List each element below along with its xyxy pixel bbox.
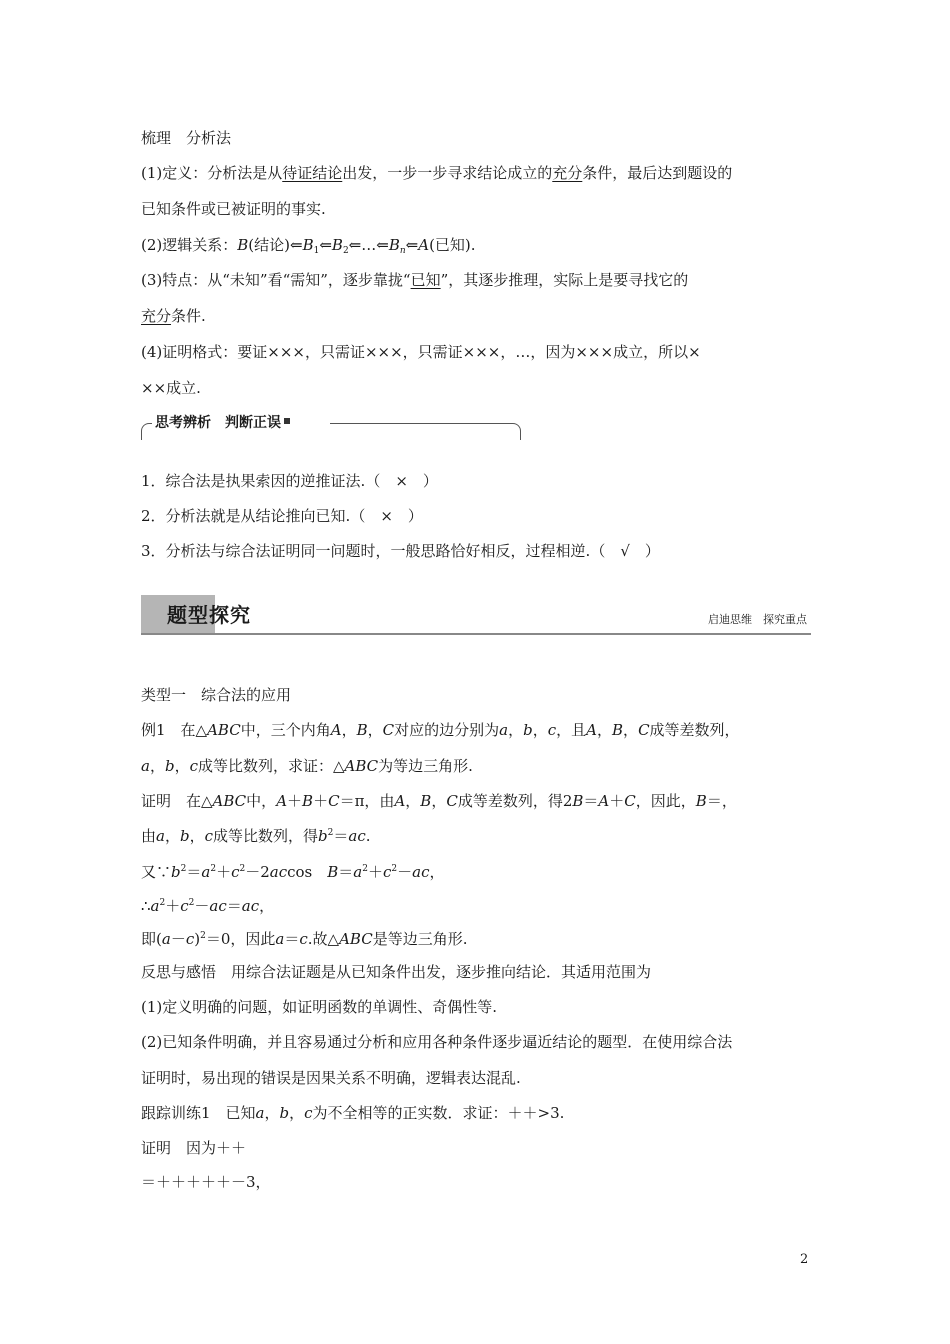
proof-line-4 bbox=[141, 896, 821, 916]
math: a bbox=[255, 1104, 265, 1122]
text: ， bbox=[164, 827, 180, 845]
text: ， bbox=[429, 863, 445, 881]
think-box-header bbox=[141, 412, 521, 440]
math: b bbox=[164, 757, 175, 775]
think-box-title bbox=[155, 412, 293, 434]
text: ， bbox=[289, 1104, 305, 1122]
math: B bbox=[302, 236, 314, 254]
math: a bbox=[150, 897, 160, 915]
text: 是等边三角形. bbox=[372, 930, 468, 948]
text: ＝ bbox=[284, 930, 300, 948]
math: c bbox=[299, 930, 308, 948]
format-line-2: ××成立. bbox=[141, 379, 201, 397]
math: A bbox=[598, 792, 610, 810]
reflection-item-2b: 证明时，易出现的错误是因果关系不明确，逻辑表达混乱. bbox=[141, 1069, 521, 1087]
proof-line-1 bbox=[141, 791, 821, 811]
math: c bbox=[383, 863, 392, 881]
proof-line-3 bbox=[141, 862, 821, 882]
text: ， bbox=[264, 1104, 280, 1122]
example-line-2 bbox=[141, 756, 821, 776]
text: 对应的边分别为 bbox=[394, 721, 500, 739]
text: － bbox=[397, 863, 413, 881]
text: 即( bbox=[141, 930, 162, 948]
math: C bbox=[624, 792, 636, 810]
text: (已知). bbox=[429, 236, 476, 254]
text: ＋ bbox=[313, 792, 329, 810]
underlined-term: 待证结论 bbox=[282, 164, 343, 182]
subscript: n bbox=[399, 246, 406, 256]
math: B bbox=[572, 792, 584, 810]
page-number: 2 bbox=[800, 1252, 809, 1267]
text: 中，三个内角 bbox=[240, 721, 331, 739]
superscript: 2 bbox=[180, 864, 187, 874]
section-title: 题型探究 bbox=[167, 603, 251, 627]
math: b bbox=[171, 863, 181, 881]
text: ， bbox=[431, 792, 447, 810]
text: ， bbox=[367, 721, 383, 739]
math: C bbox=[382, 721, 395, 739]
superscript: 2 bbox=[200, 931, 206, 941]
superscript: 2 bbox=[159, 898, 166, 908]
math: a bbox=[353, 863, 363, 881]
judgement-item: 1．综合法是执果索因的逆推证法.（ × ） bbox=[141, 472, 438, 490]
section-banner bbox=[141, 595, 811, 635]
math: C bbox=[328, 792, 340, 810]
math: B bbox=[237, 236, 249, 254]
superscript: 2 bbox=[188, 898, 195, 908]
review-heading: 梳理 分析法 bbox=[141, 129, 232, 147]
math: c bbox=[304, 1104, 313, 1122]
definition-line-1 bbox=[141, 163, 821, 183]
math: A bbox=[276, 792, 288, 810]
text: 成等差数列， bbox=[649, 721, 740, 739]
text: 成等差数列，得2 bbox=[457, 792, 573, 810]
math: c bbox=[547, 721, 557, 739]
reflection-item-2a: (2)已知条件明确，并且容易通过分析和应用各种条件逐步逼近结论的题型．在使用综合法 bbox=[141, 1033, 733, 1051]
feature-line-1 bbox=[141, 270, 821, 290]
math: A bbox=[586, 721, 597, 739]
judgement-item: 3．分析法与综合法证明同一问题时，一般思路恰好相反，过程相逆.（ √ ） bbox=[141, 542, 660, 560]
text: ＋ bbox=[216, 863, 232, 881]
text: ＋ bbox=[609, 792, 625, 810]
text: 思考辨析 bbox=[155, 415, 211, 431]
math: B bbox=[420, 792, 432, 810]
reflection-item-1: (1)定义明确的问题，如证明函数的单调性、奇偶性等. bbox=[141, 998, 498, 1016]
text: 成等比数列，求证：△ bbox=[198, 757, 345, 775]
text: ， bbox=[532, 721, 548, 739]
text: 条件. bbox=[171, 307, 206, 325]
text: ) bbox=[194, 930, 201, 948]
math: B bbox=[302, 792, 314, 810]
box-corner-left bbox=[141, 423, 152, 440]
text: ＝ bbox=[226, 897, 242, 915]
superscript: 2 bbox=[362, 864, 368, 874]
text: －2 bbox=[245, 863, 270, 881]
tracking-exercise bbox=[141, 1103, 821, 1123]
text: 出发，一步一步寻求结论成立的 bbox=[342, 164, 553, 182]
subscript: 1 bbox=[313, 246, 320, 256]
text: ＝， bbox=[706, 792, 737, 810]
square-bullet-icon bbox=[284, 418, 290, 424]
text: 跟踪训练1 已知 bbox=[141, 1104, 256, 1122]
math: A bbox=[394, 792, 406, 810]
text: (2)逻辑关系： bbox=[141, 236, 238, 254]
text: .故△ bbox=[307, 930, 340, 948]
text: ⇐…⇐ bbox=[348, 236, 389, 254]
judgement-item: 2．分析法就是从结论推向已知.（ × ） bbox=[141, 507, 423, 525]
superscript: 2 bbox=[391, 864, 398, 874]
math: a bbox=[141, 757, 150, 775]
text: 由 bbox=[141, 827, 157, 845]
text: － bbox=[194, 897, 210, 915]
math: C bbox=[446, 792, 458, 810]
text: ＋ bbox=[367, 863, 383, 881]
text: 中， bbox=[246, 792, 277, 810]
math: ABC bbox=[339, 930, 373, 948]
math: ac bbox=[269, 863, 288, 881]
example-line-1 bbox=[141, 720, 821, 740]
math: A bbox=[330, 721, 342, 739]
math: ABC bbox=[212, 792, 247, 810]
math: B bbox=[331, 236, 343, 254]
text: ＋ bbox=[165, 897, 181, 915]
math: b bbox=[279, 1104, 290, 1122]
superscript: 2 bbox=[210, 864, 217, 874]
math: a bbox=[275, 930, 285, 948]
math: ABC bbox=[344, 757, 379, 775]
text: 例1 在△ bbox=[141, 721, 208, 739]
math: ac bbox=[241, 897, 260, 915]
text: 为不全相等的正实数．求证：＋＋>3. bbox=[312, 1104, 565, 1122]
math: a bbox=[499, 721, 509, 739]
math: B bbox=[388, 236, 400, 254]
tracking-proof-1: 证明 因为＋＋ bbox=[141, 1139, 247, 1157]
math: c bbox=[231, 863, 240, 881]
text: ＝ bbox=[583, 792, 599, 810]
text: (1)定义：分析法是从 bbox=[141, 164, 283, 182]
text: ， bbox=[405, 792, 421, 810]
text: ，因此， bbox=[635, 792, 696, 810]
math: b bbox=[523, 721, 533, 739]
proof-line-2 bbox=[141, 826, 821, 846]
text: ， bbox=[174, 757, 190, 775]
format-line-1: (4)证明格式：要证×××，只需证×××，只需证×××，…，因为×××成立，所以× bbox=[141, 343, 701, 361]
reflection-heading: 反思与感悟 用综合法证题是从已知条件出发，逐步推向结论．其适用范围为 bbox=[141, 963, 652, 981]
math: c bbox=[185, 930, 195, 948]
math: c bbox=[204, 827, 214, 845]
math: B bbox=[327, 863, 339, 881]
text: 条件，最后达到题设的 bbox=[582, 164, 733, 182]
math: b bbox=[318, 827, 328, 845]
section-tagline: 启迪思维 探究重点 bbox=[708, 613, 807, 626]
math: B bbox=[356, 721, 368, 739]
math: ac bbox=[348, 827, 366, 845]
text: ， bbox=[189, 827, 205, 845]
text: 判断正误 bbox=[225, 415, 281, 431]
math: A bbox=[418, 236, 430, 254]
math: C bbox=[638, 721, 650, 739]
text: cos bbox=[287, 863, 328, 881]
text: ＝ bbox=[333, 827, 349, 845]
text: ＝π，由 bbox=[339, 792, 395, 810]
underlined-term: 充分 bbox=[552, 164, 583, 182]
underlined-term: 已知 bbox=[410, 271, 441, 289]
text: 又∵ bbox=[141, 863, 172, 881]
text: ”，其逐步推理，实际上是要寻找它的 bbox=[440, 271, 689, 289]
banner-rule bbox=[141, 633, 811, 635]
math: ac bbox=[412, 863, 430, 881]
math: c bbox=[189, 757, 198, 775]
tracking-proof-2: ＝＋＋＋＋＋－3， bbox=[141, 1173, 271, 1191]
text: ⇐ bbox=[405, 236, 419, 254]
text: (3)特点：从“未知”看“需知”，逐步靠拢“ bbox=[141, 271, 411, 289]
box-corner-right bbox=[330, 423, 521, 440]
math: B bbox=[612, 721, 624, 739]
text: ， bbox=[623, 721, 639, 739]
math: ABC bbox=[207, 721, 241, 739]
text: ＝0，因此 bbox=[205, 930, 276, 948]
text: ∴ bbox=[141, 897, 151, 915]
math: a bbox=[156, 827, 165, 845]
definition-line-2: 已知条件或已被证明的事实. bbox=[141, 200, 326, 218]
math: a bbox=[201, 863, 211, 881]
logic-relation-line bbox=[141, 235, 821, 255]
text: . bbox=[365, 827, 371, 845]
math: B bbox=[695, 792, 707, 810]
math: c bbox=[180, 897, 189, 915]
text: ， bbox=[341, 721, 357, 739]
math: a bbox=[161, 930, 171, 948]
text: ＝ bbox=[338, 863, 354, 881]
subscript: 2 bbox=[342, 246, 349, 256]
feature-line-2 bbox=[141, 306, 821, 326]
text: 成等比数列，得 bbox=[213, 827, 319, 845]
proof-line-5 bbox=[141, 929, 821, 949]
text: ⇐ bbox=[319, 236, 332, 254]
type-heading: 类型一 综合法的应用 bbox=[141, 686, 292, 704]
math: ac bbox=[209, 897, 227, 915]
text: － bbox=[170, 930, 186, 948]
math: b bbox=[179, 827, 190, 845]
text: ， bbox=[149, 757, 165, 775]
text: 证明 在△ bbox=[141, 792, 213, 810]
underlined-term: 充分 bbox=[141, 307, 172, 325]
superscript: 2 bbox=[327, 828, 334, 838]
text: ，且 bbox=[556, 721, 587, 739]
text: 为等边三角形. bbox=[378, 757, 473, 775]
text: ， bbox=[508, 721, 524, 739]
text: ， bbox=[259, 897, 275, 915]
text: (结论)⇐ bbox=[248, 236, 303, 254]
superscript: 2 bbox=[239, 864, 246, 874]
text: ， bbox=[597, 721, 613, 739]
text: ＝ bbox=[186, 863, 202, 881]
text: ＋ bbox=[287, 792, 303, 810]
